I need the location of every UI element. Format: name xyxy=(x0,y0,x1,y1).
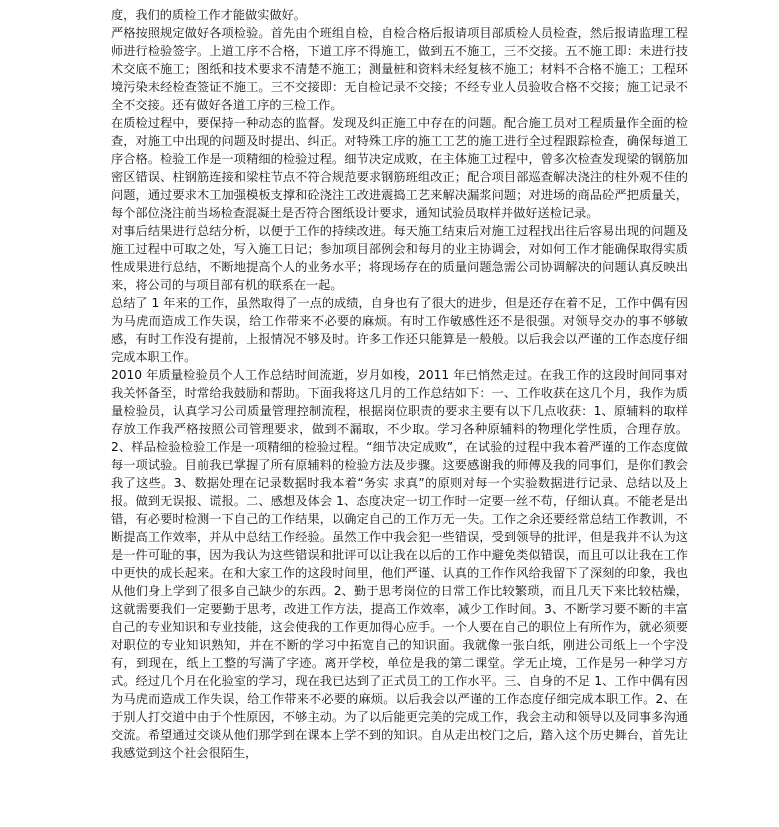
paragraph: 度，我们的质检工作才能做实做好。 xyxy=(111,8,306,22)
paragraph: 总结了 1 年来的工作，虽然取得了一点的成绩，自身也有了很大的进步，但是还存在着不足，工作中偶有因为马虎而造成工作失误，给工作带来不必要的麻烦。有时工作敏感性还不是很强。对领导交办的事不够敏感，有时工作没有提前，上报情况不够及时。许多工作还只能算是一般般。以后我会以严谨的工作态度仔细完成本职工作。 xyxy=(111,296,688,364)
paragraph: 严格按照规定做好各项检验。首先由个班组自检，自检合格后报请项目部质检人员检查，然后报请监理工程师进行检验签字。上道工序不合格，下道工序不得施工，做到五不施工，三不交接。五不施工即：未进行技术交底不施工；图纸和技术要求不清楚不施工；测量桩和资料未经复核不施工；材料不合格不施工；工程环境污染未经检查签证不施工。三不交接即：无自检记录不交接；不经专业人员验收合格不交接；施工记录不全不交接。还有做好各道工序的三检工作。 xyxy=(111,26,688,112)
paragraph: 在质检过程中，要保持一种动态的监督。发现及纠正施工中存在的问题。配合施工员对工程质量作全面的检查，对施工中出现的问题及时提出、纠正。对特殊工序的施工工艺的施工进行全过程跟踪检查，确保每道工序合格。检验工作是一项精细的检验过程。细节决定成败，在主体施工过程中，曾多次检查发现梁的钢筋加密区错误、柱钢筋连接和梁柱节点不符合规范要求钢筋班组改正；配合项目部巡查解决浇注的柱外观不佳的问题，通过要求木工加强模板支撑和砼浇注工改进震捣工艺来解决漏浆问题；对进场的商品砼严把质量关，每个部位浇注前当场检查混凝土是否符合图纸设计要求，通知试验员取样并做好送检记录。 xyxy=(111,116,688,220)
paragraph: 对事后结果进行总结分析，以便于工作的持续改进。每天施工结束后对施工过程找出往后容易出现的问题及施工过程中可取之处，写入施工日记；参加项目部例会和每月的业主协调会，对如何工作才能确保取得实质性成果进行总结，不断地提高个人的业务水平；将现场存在的质量问题急需公司协调解决的问题认真反映出来，将公司的与项目部有机的联系在一起。 xyxy=(111,224,688,292)
paragraph: 2010 年质量检验员个人工作总结时间流逝，岁月如梭，2011 年已悄然走过。在我工作的这段时间同事对我关怀备至，时常给我鼓励和帮助。下面我将这几月的工作总结如下：一、工作收获在这几个月，我作为质量检验员，认真学习公司质量管理控制流程，根据岗位职责的要求主要有以下几点收获：1、原辅料的取样存放工作我严格按照公司管理要求，做到不漏取，不少取。学习各种原辅料的物理化学性质，合理存放。2、样品检验检验工作是一项精细的检验过程。“细节决定成败”，在试验的过程中我本着严谨的工作态度做每一项试验。目前我已掌握了所有原辅料的检验方法及步骤。这要感谢我的师傅及我的同事们，是你们教会我了这些。3、数据处理在记录数据时我本着“务实 求真”的原则对每一个实验数据进行记录、总结以及上报。做到无误报、谎报。二、感想及体会 1、态度决定一切工作时一定要一丝不苟，仔细认真。不能老是出错，有必要时检测一下自己的工作结果，以确定自己的工作万无一失。工作之余还要经常总结工作教训，不断提高工作效率，并从中总结工作经验。虽然工作中我会犯一些错误，受到领导的批评，但是我并不认为这是一件可耻的事，因为我认为这些错误和批评可以让我在以后的工作中避免类似错误，而且可以让我在工作中更快的成长起来。在和大家工作的这段时间里，他们严谨、认真的工作作风给我留下了深刻的印象，我也从他们身上学到了很多自己缺少的东西。2、勤于思考岗位的日常工作比较繁琐，而且几天下来比较枯燥，这就需要我们一定要勤于思考，改进工作方法，提高工作效率，减少工作时间。3、不断学习要不断的丰富自己的专业知识和专业技能，这会使我的工作更加得心应手。一个人要在自己的职位上有所作为，就必须要对职位的专业知识熟知，并在不断的学习中拓宽自己的知识面。我就像一张白纸，刚进公司纸上一个字没有，到现在，纸上工整的写满了字迹。离开学校，单位是我的第二课堂。学无止境，工作是另一种学习方式。经过几个月在化验室的学习，现在我已达到了正式员工的工作水平。三、自身的不足 1、工作中偶有因为马虎而造成工作失误，给工作带来不必要的麻烦。以后我会以严谨的工作态度仔细完成本职工作。2、在于别人打交道中由于个性原因，不够主动。为了以后能更完美的完成工作，我会主动和领导以及同事多沟通交流。希望通过交谈从他们那学到在课本上学不到的知识。自从走出校门之后，踏入这个历史舞台，首先让我感觉到这个社会很陌生， xyxy=(111,368,688,760)
document-body xyxy=(111,6,688,762)
